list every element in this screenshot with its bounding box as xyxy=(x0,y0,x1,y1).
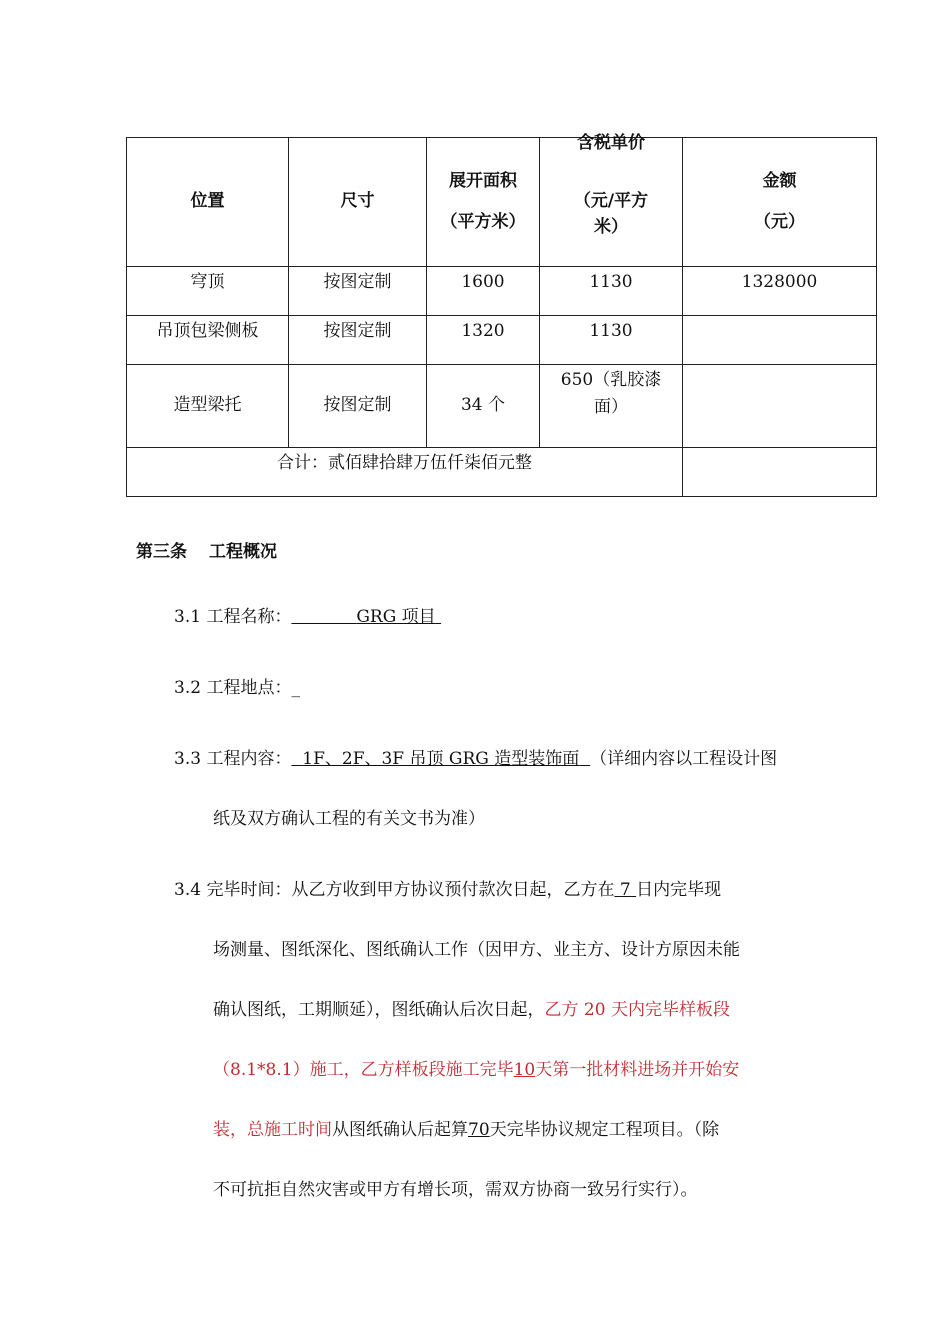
cell-area: 34 个 xyxy=(427,365,540,448)
cell-area: 1320 xyxy=(427,316,540,365)
item-3-2: 3.2 工程地点：_ xyxy=(174,678,300,698)
table-row xyxy=(127,365,877,448)
cell-position: 穹顶 xyxy=(127,267,289,316)
cell-price: 1130 xyxy=(540,267,683,316)
header-position: 位置 xyxy=(127,138,289,267)
table-header-row xyxy=(127,138,877,267)
total-label: 合计：贰佰肆拾肆万伍仟柒佰元整 xyxy=(127,448,683,497)
cell-amount xyxy=(683,365,877,448)
item-3-3: 3.3 工程内容： 1F、2F、3F 吊顶 GRG 造型装饰面 （详细内容以工程设计图 纸及双方确认工程的有关文书为准） xyxy=(174,749,778,829)
project-name-value: GRG 项目 xyxy=(356,607,436,627)
cell-size: 按图定制 xyxy=(289,267,427,316)
cell-size: 按图定制 xyxy=(289,316,427,365)
cell-position: 造型梁托 xyxy=(127,365,289,448)
cell-price: 650（乳胶漆 面） xyxy=(540,365,683,448)
price-table xyxy=(126,132,877,497)
cell-position: 吊顶包梁侧板 xyxy=(127,316,289,365)
cell-amount xyxy=(683,316,877,365)
table-total-row xyxy=(127,448,877,497)
item-3-4: 3.4 完毕时间：从乙方收到甲方协议预付款次日起，乙方在 7 日内完毕现 场测量、图纸深化、图纸确认工作（因甲方、业主方、设计方原因未能 确认图纸，工期顺延），图纸确认后次日起，乙方 20 天内完毕样板段 （8.1*8.1）施工，乙方样板段施工完毕10天第一批材料进场并开始安 装，总施工时间从图纸确认后起算70天完毕协议规定工程项目。（除 不可抗拒自然灾害或甲方有增长项，需双方协商一致另行实行）。 xyxy=(174,880,740,1200)
project-content-value: 1F、2F、3F 吊顶 GRG 造型装饰面 xyxy=(302,749,580,769)
cell-price: 1130 xyxy=(540,316,683,365)
section-title: 第三条 工程概况 xyxy=(136,542,277,562)
cell-size: 按图定制 xyxy=(289,365,427,448)
header-amount: 金额 （元） xyxy=(683,138,877,267)
total-value xyxy=(683,448,877,497)
item-3-1: 3.1 工程名称： GRG 项目 xyxy=(174,587,824,647)
table-row xyxy=(127,316,877,365)
header-area: 展开面积 （平方米） xyxy=(427,138,540,267)
header-unit-price: 含税单价 （元/平方 米） xyxy=(540,138,683,267)
project-location-value: _ xyxy=(291,678,300,698)
table-row xyxy=(127,267,877,316)
cell-area: 1600 xyxy=(427,267,540,316)
cell-amount: 1328000 xyxy=(683,267,877,316)
header-size: 尺寸 xyxy=(289,138,427,267)
